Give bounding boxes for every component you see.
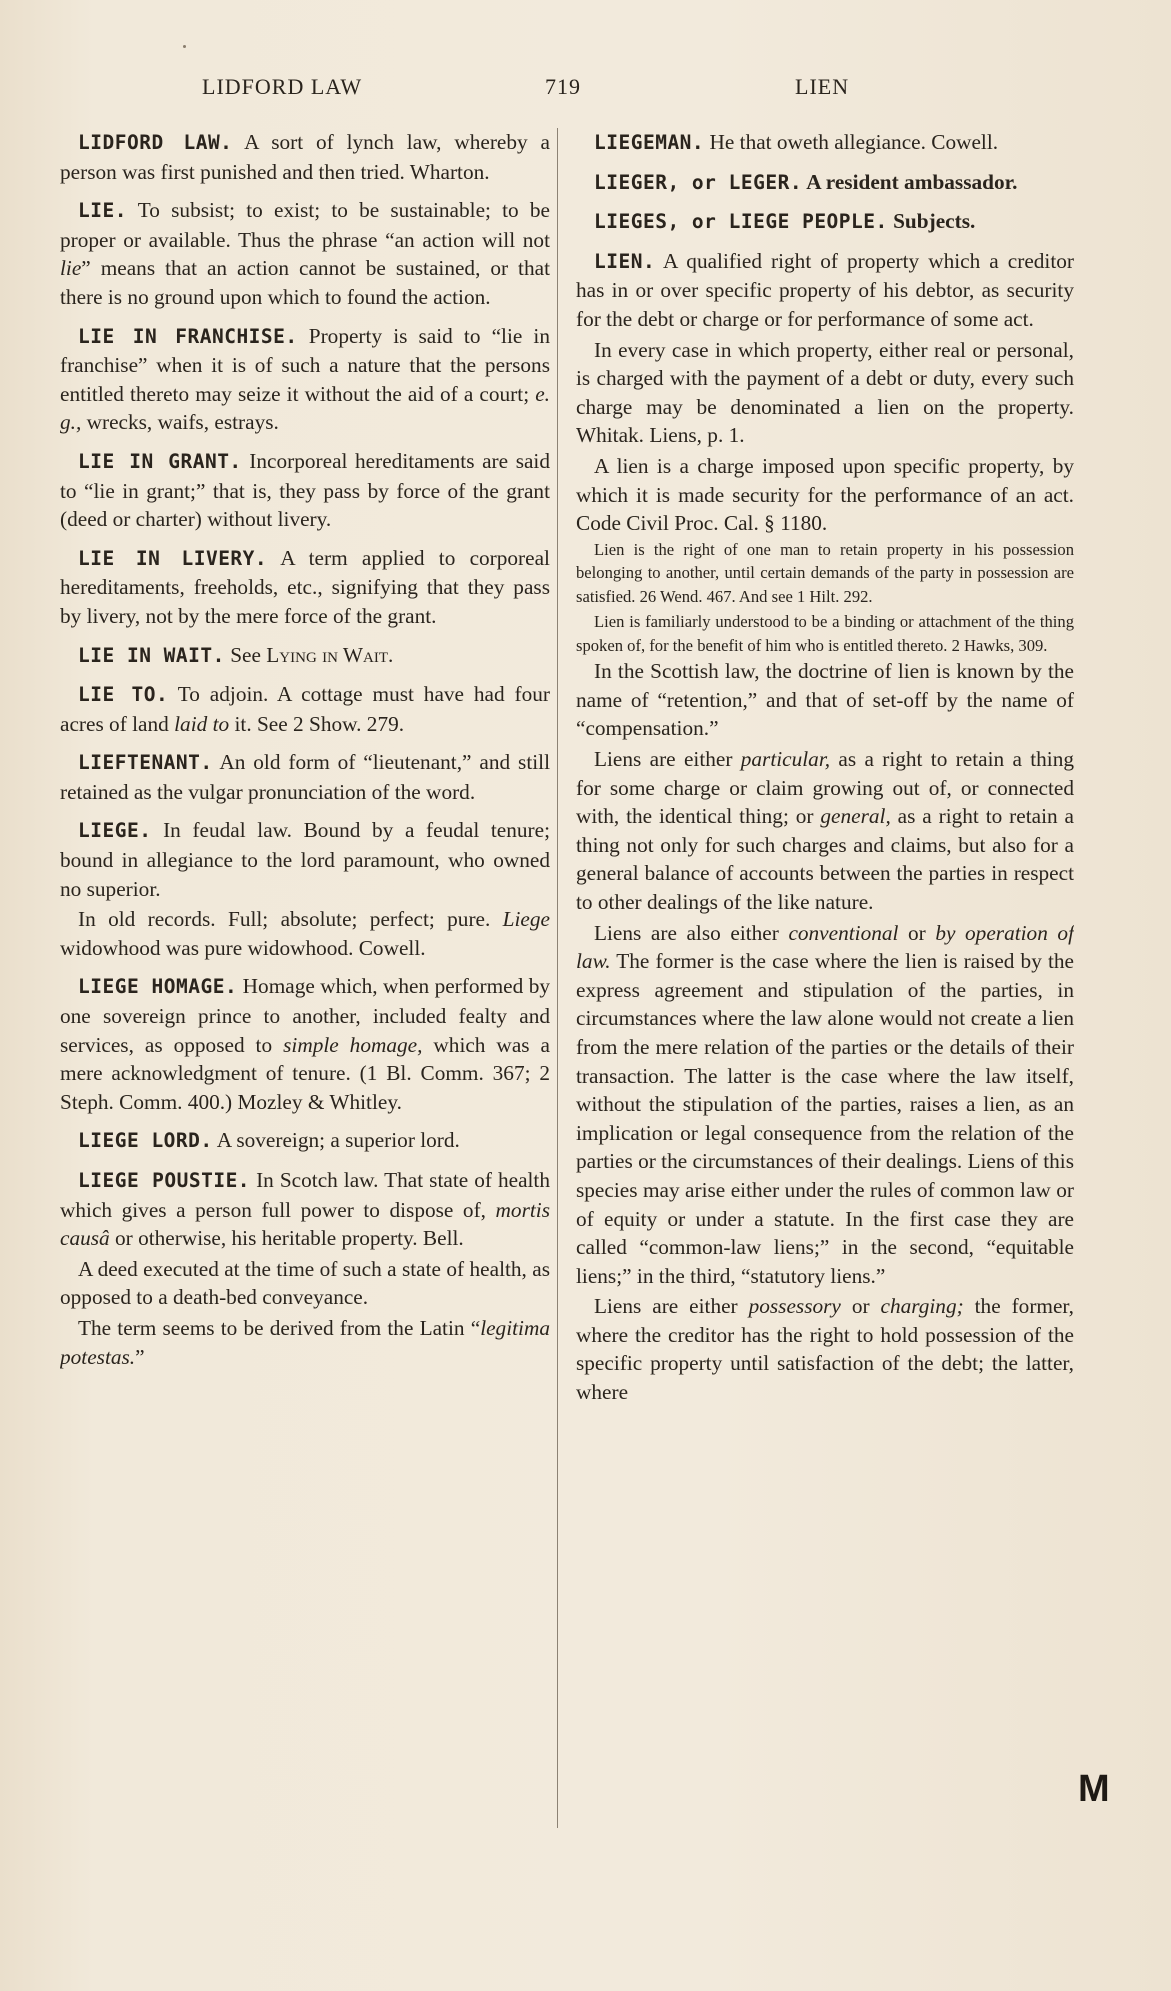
definition-text: Liens are also either: [594, 920, 789, 945]
entry-paragraph: [60, 544, 550, 631]
ink-speck: [183, 45, 186, 48]
entry-paragraph: [576, 207, 1074, 237]
italic-term: lie: [60, 256, 82, 281]
dictionary-entry: [60, 447, 550, 534]
dictionary-entry: [60, 972, 550, 1116]
definition-text: In Scotch law. That state of health which gives a person full power to dispose of,: [60, 1168, 550, 1222]
definition-text: or: [898, 920, 936, 945]
definition-text: Liens are either: [594, 747, 741, 771]
dictionary-entry: [60, 748, 550, 806]
entry-paragraph: [576, 1292, 1074, 1406]
entry-paragraph: [576, 452, 1074, 538]
italic-term: particular,: [740, 747, 831, 771]
headword: LIEGE HOMAGE.: [78, 975, 238, 999]
column-divider: [557, 128, 558, 1828]
right-column: [576, 128, 1074, 1828]
headword: LIEGE LORD.: [78, 1129, 213, 1153]
thumb-index-tab: M: [1078, 1768, 1108, 1810]
headword: LIE IN LIVERY.: [78, 546, 268, 570]
entry-paragraph: [60, 972, 550, 1116]
headword: LIE IN GRANT.: [78, 449, 242, 473]
italic-term: laid to: [174, 711, 230, 736]
italic-term: Liege: [502, 907, 550, 932]
italic-term: by operation of law.: [576, 920, 1074, 974]
headword: LIEGES, or LIEGE PEOPLE.: [594, 210, 888, 234]
definition-text: An old form of “lieutenant,” and still retained as the vulgar pronunciation of the word.: [60, 750, 550, 804]
headword: LIE IN WAIT.: [78, 643, 225, 667]
dictionary-entry: [576, 168, 1074, 198]
definition-text: A deed executed at the time of such a state of health, as opposed to a death-bed conveyance.: [60, 1256, 550, 1310]
dictionary-entry: [60, 544, 550, 631]
dictionary-entry: [60, 1126, 550, 1156]
definition-text: A term applied to corporeal hereditaments, freeholds, etc., signifying that they pass by livery, not by the mere force of the grant.: [60, 545, 550, 628]
italic-term: simple homage,: [283, 1032, 423, 1057]
definition-text: In every case in which property, either real or personal, is charged with the payment of a debt or duty, every such charge may be denominated a lien on the property. Whitak. Liens, p. 1.: [576, 337, 1074, 448]
definition-text: In old records. Full; absolute; perfect; pure.: [78, 907, 503, 932]
definition-text: as a right to retain a thing for some charge or claim growing out of, or connected with, the identical thing; or: [576, 747, 1074, 829]
definition-text: the former, where the creditor has the right to hold possession of the specific property until satisfaction of the debt; the latter, where: [576, 1294, 1074, 1405]
entry-paragraph: [576, 168, 1074, 198]
definition-text: it. See 2 Show. 279.: [229, 711, 405, 736]
definition-text: Subjects.: [887, 209, 976, 234]
entry-paragraph: [60, 447, 550, 534]
definition-text: Liens are either: [594, 1294, 749, 1319]
dictionary-entry: [60, 128, 550, 186]
entry-paragraph: [576, 745, 1074, 917]
headword: LIEGE.: [78, 819, 152, 843]
entry-paragraph: [60, 196, 550, 311]
headword: LIEGE POUSTIE.: [78, 1169, 251, 1192]
definition-text: or otherwise, his heritable property. Bell.: [109, 1226, 464, 1251]
definition-text: The term seems to be derived from the Latin “: [78, 1315, 481, 1340]
definition-text: A sovereign; a superior lord.: [212, 1128, 460, 1153]
definition-text: Homage which, when performed by one sovereign prince to another, included fealty and services, as opposed to: [60, 974, 550, 1057]
italic-term: possessory: [748, 1294, 841, 1319]
entry-paragraph: [60, 128, 550, 186]
entry-paragraph: [60, 1255, 550, 1312]
entry-paragraph: [60, 905, 550, 962]
definition-text: See: [224, 642, 267, 667]
definition-text: The former is the case where the lien is raised by the express agreement and stipulation of the parties, in circumstances where the law alone would not create a lien from the mere relation of the parties or the details of their transaction. The latter is the case where the law itself, without the stipulation of the parties, raises a lien, as an implication or legal consequence from the relation of the parties or the circumstances of their dealings. Liens of this species may arise either under the rules of common law or of equity or under a statute. In the first case they are called “common-law liens;” in the second, “equitable liens;” in the third, “statutory liens.”: [576, 949, 1074, 1288]
definition-text: He that oweth allegiance. Cowell.: [704, 130, 999, 154]
italic-term: charging;: [880, 1294, 964, 1319]
dictionary-entry: [60, 1166, 550, 1371]
italic-term: mortis causâ: [60, 1197, 550, 1251]
running-head-right: LIEN: [795, 74, 850, 99]
headword: LIE IN FRANCHISE.: [78, 324, 298, 348]
cross-reference: Lying in Wait.: [266, 642, 394, 667]
dictionary-entry: [576, 247, 1074, 1407]
italic-term: conventional: [788, 920, 899, 945]
definition-text: which was a mere acknowledgment of tenure. (1 Bl. Comm. 367; 2 Steph. Comm. 400.) Mozley & Whitley.: [60, 1032, 550, 1114]
definition-text: as a right to retain a thing not only for such charges and claims, but also for a general balance of accounts between the parties in respect to other dealings of the like nature.: [576, 804, 1074, 914]
definition-text: ”: [135, 1344, 145, 1369]
definition-text: A resident ambassador.: [802, 169, 1018, 194]
definition-text: ” means that an action cannot be sustained, or that there is no ground upon which to found the action.: [60, 256, 550, 309]
citation-note: Lien is familiarly understood to be a binding or attachment of the thing spoken of, for the benefit of him who is entitled thereto. 2 Hawks, 309.: [576, 612, 1074, 655]
definition-text: A sort of lynch law, whereby a person was first punished and then tried. Wharton.: [60, 130, 550, 184]
entry-paragraph: [60, 1126, 550, 1156]
entry-paragraph: [60, 1166, 550, 1253]
entry-paragraph: [60, 641, 550, 671]
headword: LIDFORD LAW.: [78, 131, 233, 154]
running-head-left: LIDFORD LAW: [202, 74, 363, 99]
definition-text: or: [840, 1294, 881, 1319]
entry-paragraph: [576, 128, 1074, 158]
definition-text: wrecks, waifs, estrays.: [81, 410, 279, 435]
headword: LIEN.: [594, 249, 656, 273]
definition-text: In the Scottish law, the doctrine of lien is known by the name of “retention,” and that of set-off by the name of “compensation.”: [576, 659, 1074, 741]
entry-paragraph: [576, 247, 1074, 334]
dictionary-entry: [576, 128, 1074, 158]
dictionary-entry: [60, 816, 550, 962]
left-column: [60, 128, 550, 1828]
dictionary-entry: [60, 322, 550, 437]
definition-text: To subsist; to exist; to be sustainable; to be proper or available. Thus the phrase “an action will not: [60, 198, 550, 252]
headword: LIE TO.: [78, 683, 169, 707]
definition-text: widowhood was pure widowhood. Cowell.: [60, 935, 426, 960]
definition-text: Property is said to “lie in franchise” when it is of such a nature that the persons entitled thereto may seize it without the aid of a court;: [60, 323, 550, 406]
running-head: [0, 74, 1171, 108]
citation-note: Lien is the right of one man to retain property in his possession belonging to another, until certain demands of the party in possession are satisfied. 26 Wend. 467. And see 1 Hilt. 292.: [576, 539, 1074, 606]
definition-text: A lien is a charge imposed upon specific property, by which it is made security for the performance of an act. Code Civil Proc. Cal. § 1180.: [576, 453, 1074, 536]
italic-term: e. g.,: [60, 381, 550, 435]
entry-paragraph: [576, 336, 1074, 450]
italic-term: legitima potestas.: [60, 1315, 550, 1369]
headword: LIEFTENANT.: [78, 751, 213, 775]
headword: LIE.: [78, 199, 127, 223]
entry-paragraph: [60, 748, 550, 806]
dictionary-entry: [60, 680, 550, 738]
entry-paragraph: [576, 657, 1074, 743]
definition-text: To adjoin. A cottage must have had four acres of land: [60, 682, 550, 736]
dictionary-entry: [576, 207, 1074, 237]
italic-term: general,: [820, 804, 891, 829]
entry-paragraph: [60, 816, 550, 903]
headword: LIEGER, or LEGER.: [594, 170, 803, 194]
definition-text: Incorporeal hereditaments are said to “lie in grant;” that is, they pass by force of the grant (deed or charter) without livery.: [60, 448, 550, 532]
entry-paragraph: [60, 322, 550, 437]
dictionary-entry: [60, 196, 550, 311]
entry-paragraph: [60, 1314, 550, 1371]
page-number: 719: [545, 74, 581, 99]
definition-text: A qualified right of property which a creditor has in or over specific property of his debtor, as security for the debt or charge or for performance of some act.: [576, 248, 1074, 331]
citation-notes: [576, 538, 1074, 658]
definition-text: In feudal law. Bound by a feudal tenure; bound in allegiance to the lord paramount, who owned no superior.: [60, 818, 550, 901]
entry-paragraph: [60, 680, 550, 738]
headword: LIEGEMAN.: [594, 131, 705, 154]
entry-paragraph: [576, 919, 1074, 1291]
dictionary-entry: [60, 641, 550, 671]
